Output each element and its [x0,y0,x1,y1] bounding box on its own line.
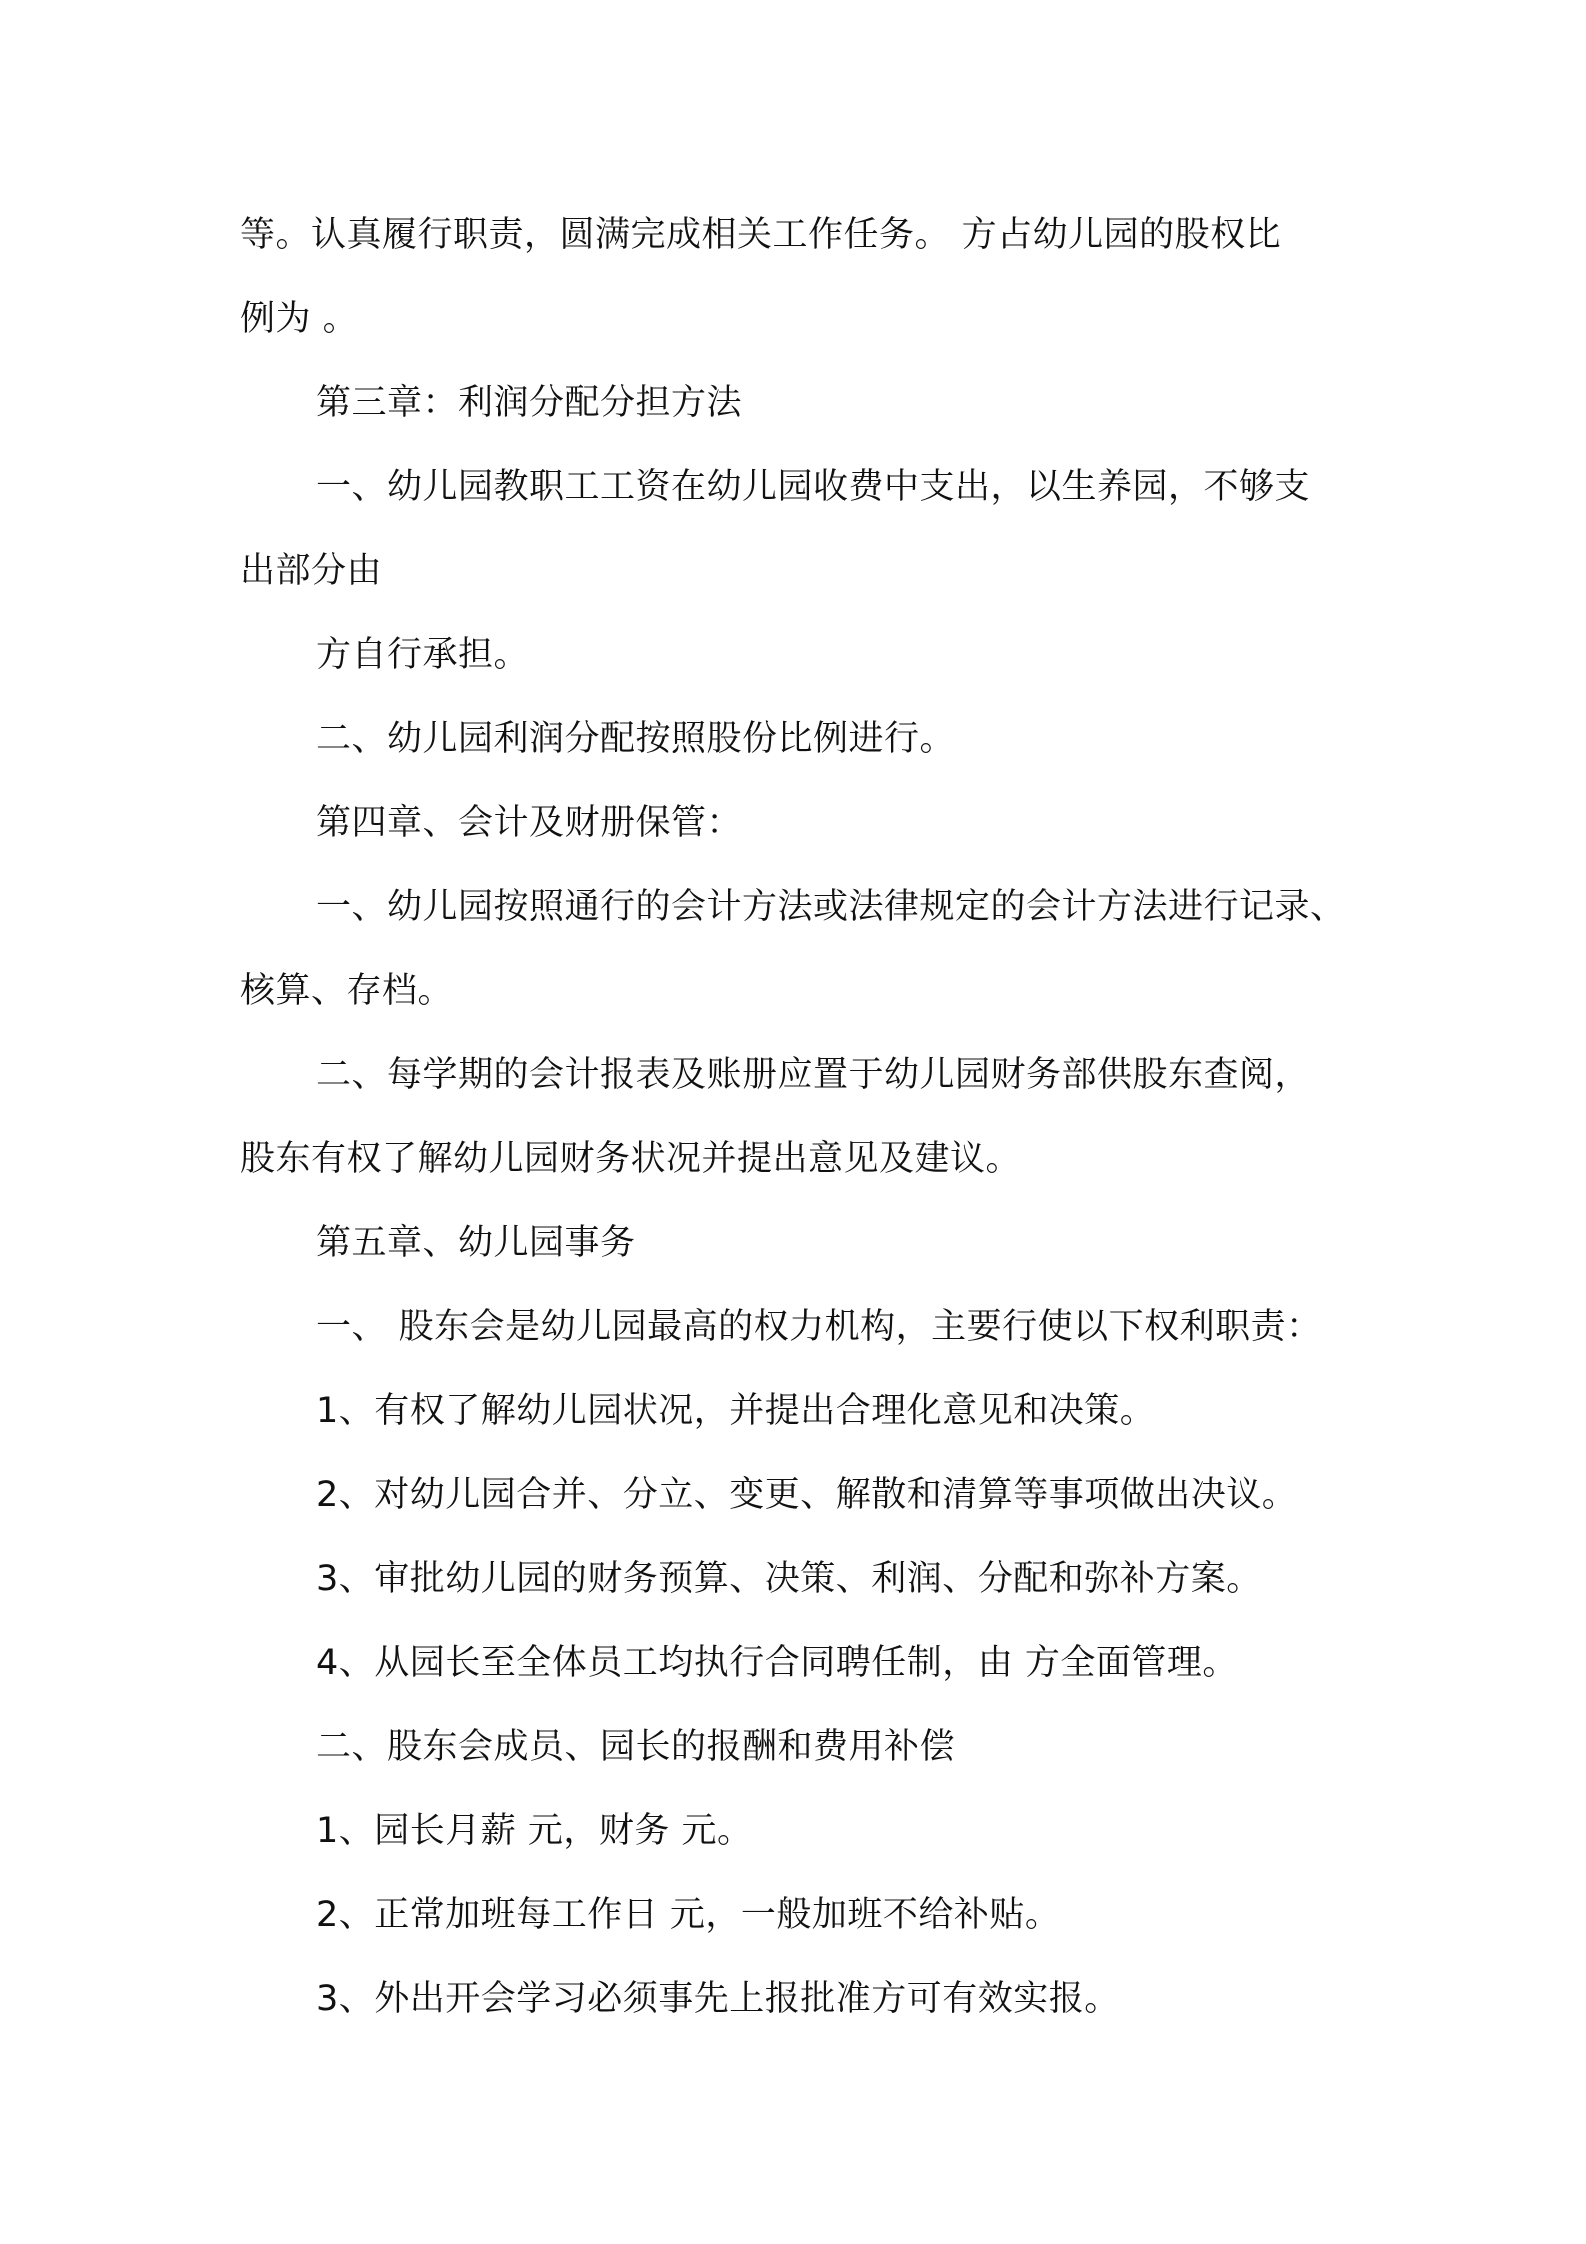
text-line: 一、 股东会是幼儿园最高的权力机构，主要行使以下权利职责： [316,1307,1322,1347]
list-item: 2、正常加班每工作日 元，一般加班不给补贴。 [316,1895,1061,1935]
list-item: 1、园长月薪 元，财务 元。 [316,1811,753,1851]
text-line: 一、幼儿园按照通行的会计方法或法律规定的会计方法进行记录、 [316,887,1346,927]
text-line: 二、股东会成员、园长的报酬和费用补偿 [316,1727,956,1767]
list-item: 3、审批幼儿园的财务预算、决策、利润、分配和弥补方案。 [316,1559,1262,1599]
text-line: 等。认真履行职责，圆满完成相关工作任务。 方占幼儿园的股权比 [240,215,1282,255]
text-line: 例为 。 [240,299,359,339]
list-item: 1、有权了解幼儿园状况，并提出合理化意见和决策。 [316,1391,1156,1431]
text-line: 出部分由 [240,551,383,591]
list-item: 2、对幼儿园合并、分立、变更、解散和清算等事项做出决议。 [316,1475,1298,1515]
document-body [240,193,1380,2041]
text-line: 一、幼儿园教职工工资在幼儿园收费中支出，以生养园，不够支 [316,467,1311,507]
list-item: 3、外出开会学习必须事先上报批准方可有效实报。 [316,1979,1120,2019]
text-line: 二、幼儿园利润分配按照股份比例进行。 [316,719,956,759]
chapter-heading: 第四章、会计及财册保管： [316,803,743,843]
text-line: 二、每学期的会计报表及账册应置于幼儿园财务部供股东查阅， [316,1055,1311,1095]
text-line: 核算、存档。 [240,971,454,1011]
text-line: 方自行承担。 [316,635,530,675]
chapter-heading: 第五章、幼儿园事务 [316,1223,636,1263]
text-line: 股东有权了解幼儿园财务状况并提出意见及建议。 [240,1139,1022,1179]
list-item: 4、从园长至全体员工均执行合同聘任制，由 方全面管理。 [316,1643,1238,1683]
chapter-heading: 第三章：利润分配分担方法 [316,383,743,423]
